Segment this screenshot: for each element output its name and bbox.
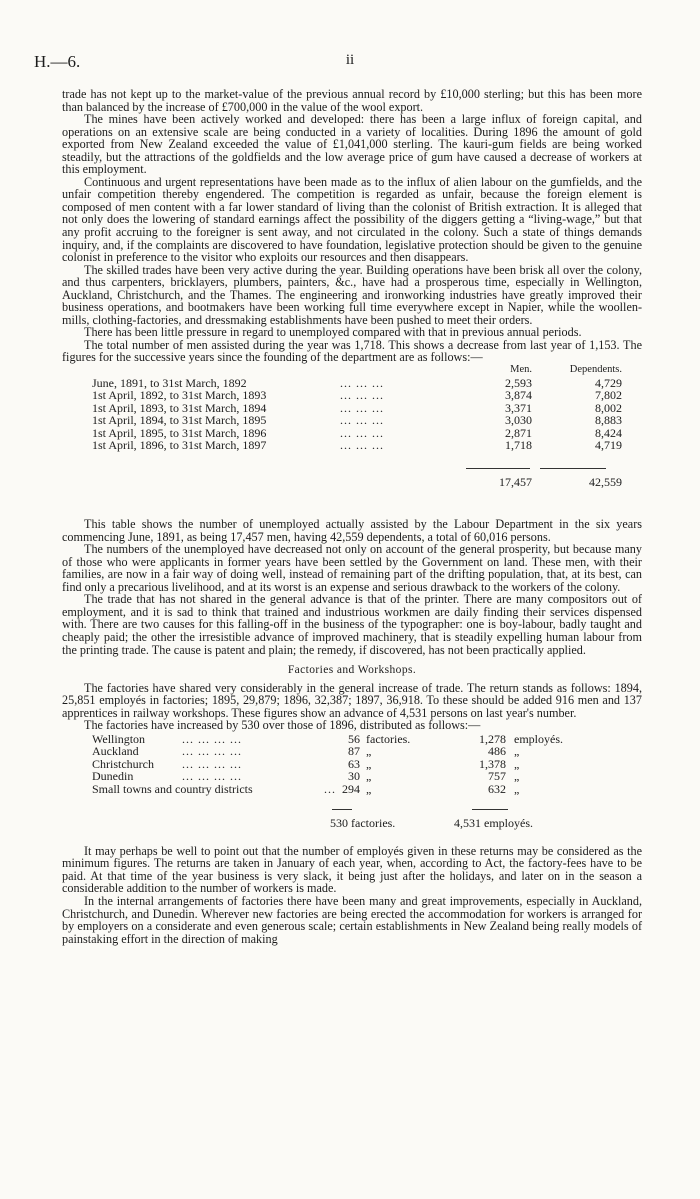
leader-dots: ... ... ... (340, 388, 384, 403)
dependents-cell: 8,424 (595, 425, 622, 440)
period-cell: 1st April, 1892, to 31st March, 1893 (92, 388, 267, 403)
column-header-men: Men. (510, 364, 532, 376)
column-header-dependents: Dependents. (569, 364, 622, 376)
dependents-cell: 8,883 (595, 413, 622, 428)
place-cell: Dunedin (92, 769, 134, 784)
employes-word-cell: „ (514, 781, 520, 796)
place-cell: Auckland (92, 744, 139, 759)
section-heading: Factories and Workshops. (287, 664, 417, 677)
page-header (34, 52, 666, 76)
paragraph: The total number of men assisted during the year was 1,718. This shows a decrease from last year of 1,153. The figures for the successive years since the founding of the department are as follows:— (62, 337, 642, 365)
men-cell: 2,593 (505, 375, 532, 390)
paragraph: The skilled trades have been very active during the year. Building operations have been brisk all over the colony, and thus carpenters, bricklayers, plumbers, painters, &c., have had a prosperous time, especially in Wellington, Auckland, Christchurch, and the Thames. The engineering and ironworking industries have greatly improved their business operations, and bootmakers have been working full time everywhere except in Napier, while the woollen-mills, clothing-factories, and dressmaking establishments have been pushed to meet their orders. (62, 262, 642, 327)
employes-word-cell: „ (514, 744, 520, 759)
paragraph: It may perhaps be well to point out that the number of employés given in these returns may be considered as the minimum figures. The returns are taken in January of each year, when, according to Act, the factory-fees have to be paid. At that time of the year business is very slack, it being just after the holidays, and later on in the season a considerable addition to the number of workers is made. (62, 843, 642, 896)
factories-word-cell: „ (366, 756, 372, 771)
period-cell: 1st April, 1896, to 31st March, 1897 (92, 438, 267, 453)
total-rule-factories (332, 809, 352, 810)
page-number: ii (345, 52, 355, 68)
table-row (62, 389, 642, 402)
place-cell: Small towns and country districts (92, 781, 253, 796)
men-cell: 2,871 (505, 425, 532, 440)
table-row (62, 745, 642, 758)
employes-count-cell: 632 (488, 781, 506, 796)
factories-count-cell: 30 (348, 769, 360, 784)
total-factories: 530 factories. (330, 815, 396, 830)
total-employes: 4,531 employés. (454, 815, 533, 830)
paragraph: The mines have been actively worked and developed: there has been a large influx of foreign capital, and operations on an extensive scale are being conducted in a variety of localities. During 1896 the amount of gold exported from New Zealand exceeded the value of £1,041,000 sterling. The kauri-gum fields are being worked steadily, but the attractions of the goldfields and the low average price of gum have caused a decrease of workers at this employment. (62, 112, 642, 177)
period-cell: 1st April, 1893, to 31st March, 1894 (92, 400, 267, 415)
table-row (62, 439, 642, 452)
table-row (62, 783, 642, 796)
factories-count-cell: 294 (342, 781, 360, 796)
leader-dots: ... ... ... (340, 375, 384, 390)
leader-dots: ... ... ... (340, 413, 384, 428)
dependents-cell: 4,719 (595, 438, 622, 453)
factories-word-cell: „ (366, 744, 372, 759)
factories-count-cell: 56 (348, 731, 360, 746)
paragraph: Continuous and urgent representations have been made as to the influx of alien labour on the gumfields, and the unfair competition thereby engendered. The competition is regarded as unfair, because the foreign element is composed of men content with a far lower standard of living than the colonist of British extraction. It is alleged that not only does the lowering of standard earnings affect the possibility of the diggers getting a “living-wage,” but that any profit accruing to the foreigner is sent away, and not circulated in the colony. Such a state of things demands inquiry, and, if the complaints are discovered to have foundation, legislative protection should be given to the genuine colonist in preference to the visitor who exploits our resources and then disappears. (62, 174, 642, 265)
employes-word-cell: „ (514, 756, 520, 771)
factories-word-cell: „ (366, 781, 372, 796)
dependents-cell: 7,802 (595, 388, 622, 403)
men-cell: 1,718 (505, 438, 532, 453)
employes-count-cell: 1,378 (479, 756, 506, 771)
leader-dots: ... ... ... ... (182, 769, 242, 784)
leader-dots: ... ... ... (340, 400, 384, 415)
paragraph: In the internal arrangements of factories there have been many and great improvements, especially in Auckland, Christchurch, and Dunedin. Wherever new factories are being erected the accommodation for workers is arranged for by employers on a considerate and even generous scale; certain establishments in New Zealand being really models of painstaking effort in the direction of making (62, 893, 642, 946)
leader-dots: ... ... ... ... (182, 756, 242, 771)
total-dependents: 42,559 (589, 475, 622, 490)
unemployed-assisted-table (62, 364, 642, 518)
period-cell: 1st April, 1894, to 31st March, 1895 (92, 413, 267, 428)
document-reference: H.—6. (34, 52, 81, 71)
paragraph: The numbers of the unemployed have decreased not only on account of the general prosperity, but because many of those who were applicants in former years have been settled by the Government on land. These men, with their families, are now in a fair way of doing well, instead of remaining part of the drifting population, that, at its best, can find only a precarious livelihood, and at its worst is an expense and serious drawback to the workers of the colony. (62, 542, 642, 594)
period-cell: 1st April, 1895, to 31st March, 1896 (92, 425, 267, 440)
paragraph: The trade that has not shared in the general advance is that of the printer. There are many compositors out of employment, and it is sad to think that trained and industrious workmen are daily finding their services dispensed with. There are two causes for this falling-off in the business of the typographer: one is boy-labour, badly taught and cheaply paid; the other the irresistible advance of improved machinery, that is steadily expelling human labour from the printing trade. The cause is patent and plain; the remedy, if discovered, has not been practically applied. (62, 592, 642, 657)
document-body (62, 88, 642, 945)
dependents-cell: 4,729 (595, 375, 622, 390)
employes-count-cell: 486 (488, 744, 506, 759)
factories-count-cell: 87 (348, 744, 360, 759)
men-cell: 3,030 (505, 413, 532, 428)
table-row (62, 414, 642, 427)
paragraph: trade has not kept up to the market-value of the previous annual record by £10,000 sterling; but this has been more than balanced by the increase of £700,000 in the value of the wool export. (62, 87, 642, 114)
men-cell: 3,371 (505, 400, 532, 415)
total-rule-men (466, 468, 530, 469)
employes-word-cell: employés. (514, 731, 563, 746)
total-rule-dependents (540, 468, 606, 469)
paragraph: This table shows the number of unemployed actually assisted by the Labour Department in the six years commencing June, 1891, as being 17,457 men, having 42,559 dependents, a total of 60,016 persons. (62, 517, 642, 544)
dependents-cell: 8,002 (595, 400, 622, 415)
total-men: 17,457 (499, 475, 532, 490)
factories-word-cell: factories. (366, 731, 411, 746)
employes-word-cell: „ (514, 769, 520, 784)
period-cell: June, 1891, to 31st March, 1892 (92, 375, 247, 390)
place-cell: Christchurch (92, 756, 154, 771)
place-cell: Wellington (92, 731, 146, 746)
leader-dots: ... ... ... ... (182, 731, 242, 746)
leader-dots: ... ... ... (340, 425, 384, 440)
factories-count-cell: 63 (348, 756, 360, 771)
paragraph: The factories have shared very considerably in the general increase of trade. The return stands as follows: 1894, 25,851 employés in factories; 1895, 29,879; 1896, 32,387; 1897, 36,918. To these should be added 916 men and 137 apprentices in railway workshops. These figures show an advance of 4,531 persons on last year's number. (62, 680, 642, 720)
paragraph: There has been little pressure in regard to unemployed compared with that in previous annual periods. (84, 325, 582, 340)
leader-dots: ... (324, 781, 336, 796)
employes-count-cell: 1,278 (479, 731, 506, 746)
men-cell: 3,874 (505, 388, 532, 403)
total-rule-employes (472, 809, 508, 810)
leader-dots: ... ... ... ... (182, 744, 242, 759)
leader-dots: ... ... ... (340, 438, 384, 453)
factories-table (62, 733, 642, 845)
employes-count-cell: 757 (488, 769, 506, 784)
paragraph: The factories have increased by 530 over those of 1896, distributed as follows:— (84, 718, 481, 733)
factories-word-cell: „ (366, 769, 372, 784)
table-header-row (62, 364, 642, 377)
